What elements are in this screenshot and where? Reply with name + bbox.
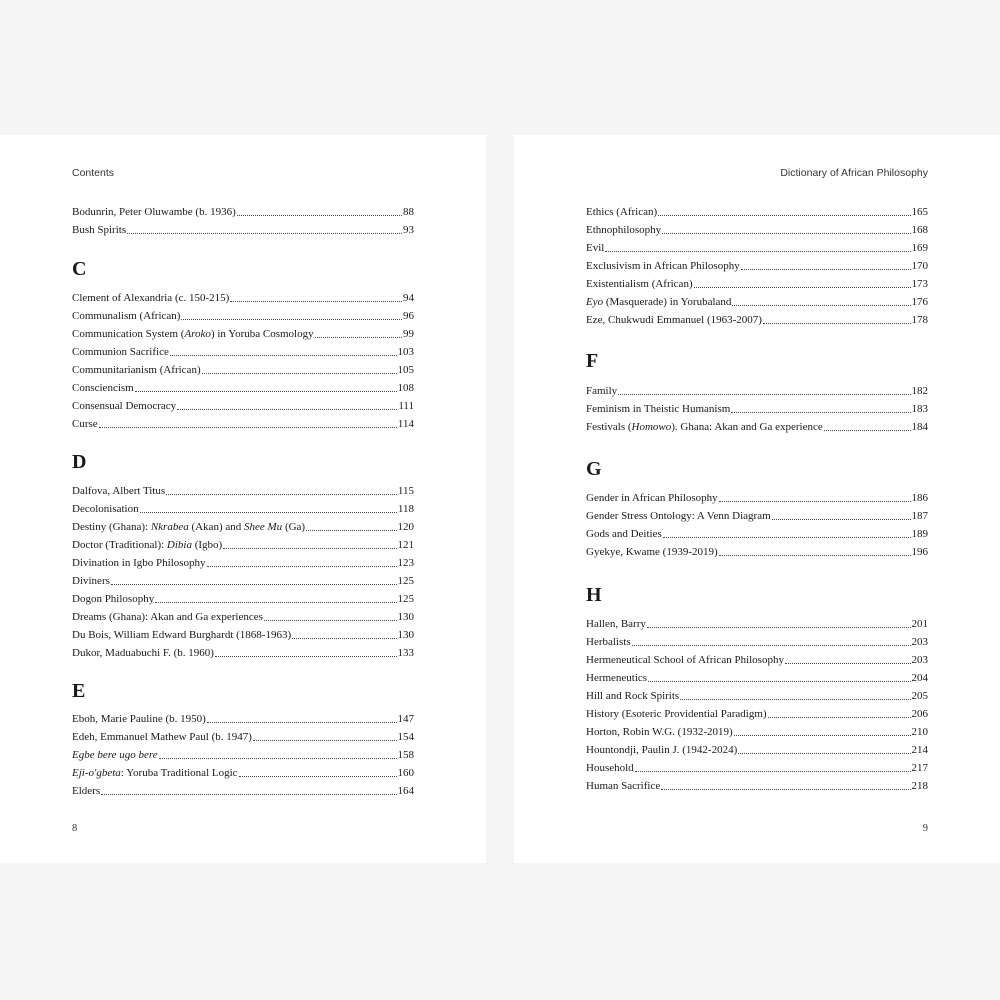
toc-entry[interactable]: Diviners 125 [72,575,414,587]
toc-entry[interactable]: Eboh, Marie Pauline (b. 1950) 147 [72,713,414,725]
toc-entry[interactable]: Gyekye, Kwame (1939-2019) 196 [586,546,928,558]
section-letter: E [72,680,86,702]
toc-entry[interactable]: Existentialism (African) 173 [586,278,928,290]
page-number: 9 [922,823,928,834]
toc-entry[interactable]: Edeh, Emmanuel Mathew Paul (b. 1947) 154 [72,731,414,743]
toc-entry[interactable]: Bush Spirits 93 [72,224,414,236]
toc-entry[interactable]: Horton, Robin W.G. (1932-2019) 210 [586,726,928,738]
toc-entry[interactable]: Bodunrin, Peter Oluwambe (b. 1936) 88 [72,206,414,218]
toc-entry[interactable]: Du Bois, William Edward Burghardt (1868-1963) 130 [72,629,414,641]
toc-entry[interactable]: Curse 114 [72,418,414,430]
toc-entry[interactable]: Ethics (African) 165 [586,206,928,218]
toc-entry[interactable]: Dukor, Maduabuchi F. (b. 1960) 133 [72,647,414,659]
toc-entry[interactable]: Feminism in Theistic Humanism 183 [586,403,928,415]
toc-entry[interactable]: Destiny (Ghana): Nkrabea (Akan) and Shee Mu (Ga) 120 [72,521,414,533]
toc-entry[interactable]: Eze, Chukwudi Emmanuel (1963-2007) 178 [586,314,928,326]
section-letter: H [586,584,602,606]
toc-entry[interactable]: Hallen, Barry 201 [586,618,928,630]
toc-entry[interactable]: Hountondji, Paulin J. (1942-2024) 214 [586,744,928,756]
toc-entry[interactable]: Egbe bere ugo bere 158 [72,749,414,761]
section-letter: D [72,451,87,473]
toc-entry[interactable]: Ethnophilosophy 168 [586,224,928,236]
toc-entry[interactable]: Communion Sacrifice 103 [72,346,414,358]
toc-entry[interactable]: Consensual Democracy 111 [72,400,414,412]
section-letter: G [586,458,602,480]
section-letter: F [586,350,599,372]
toc-entry[interactable]: History (Esoteric Providential Paradigm) 206 [586,708,928,720]
right-page [514,135,1000,863]
toc-entry[interactable]: Hermeneutics 204 [586,672,928,684]
toc-entry[interactable]: Clement of Alexandria (c. 150-215) 94 [72,292,414,304]
toc-entry[interactable]: Family 182 [586,385,928,397]
toc-entry[interactable]: Herbalists 203 [586,636,928,648]
toc-entry[interactable]: Divination in Igbo Philosophy 123 [72,557,414,569]
toc-entry[interactable]: Dreams (Ghana): Akan and Ga experiences 130 [72,611,414,623]
toc-entry[interactable]: Consciencism 108 [72,382,414,394]
page-number: 8 [72,823,78,834]
toc-entry[interactable]: Gender in African Philosophy 186 [586,492,928,504]
section-letter: C [72,258,87,280]
toc-entry[interactable]: Gods and Deities 189 [586,528,928,540]
toc-entry[interactable]: Dalfova, Albert Titus 115 [72,485,414,497]
toc-entry[interactable]: Human Sacrifice 218 [586,780,928,792]
toc-entry[interactable]: Decolonisation 118 [72,503,414,515]
toc-entry[interactable]: Evil 169 [586,242,928,254]
toc-entry[interactable]: Exclusivism in African Philosophy 170 [586,260,928,272]
toc-entry[interactable]: Communitarianism (African) 105 [72,364,414,376]
toc-entry[interactable]: Eyo (Masquerade) in Yorubaland 176 [586,296,928,308]
toc-entry[interactable]: Eji-o'gbeta: Yoruba Traditional Logic 160 [72,767,414,779]
toc-entry[interactable]: Communalism (African) 96 [72,310,414,322]
toc-entry[interactable]: Gender Stress Ontology: A Venn Diagram 187 [586,510,928,522]
toc-entry[interactable]: Festivals (Homowo). Ghana: Akan and Ga experience 184 [586,421,928,433]
toc-entry[interactable]: Hill and Rock Spirits 205 [586,690,928,702]
toc-entry[interactable]: Hermeneutical School of African Philosophy 203 [586,654,928,666]
running-head: Contents [72,167,115,179]
toc-entry[interactable]: Dogon Philosophy 125 [72,593,414,605]
toc-entry[interactable]: Communication System (Aroko) in Yoruba Cosmology 99 [72,328,414,340]
toc-entry[interactable]: Household 217 [586,762,928,774]
left-page [0,135,486,863]
running-head: Dictionary of African Philosophy [780,167,928,179]
toc-entry[interactable]: Elders 164 [72,785,414,797]
toc-entry[interactable]: Doctor (Traditional): Dibia (Igbo) 121 [72,539,414,551]
